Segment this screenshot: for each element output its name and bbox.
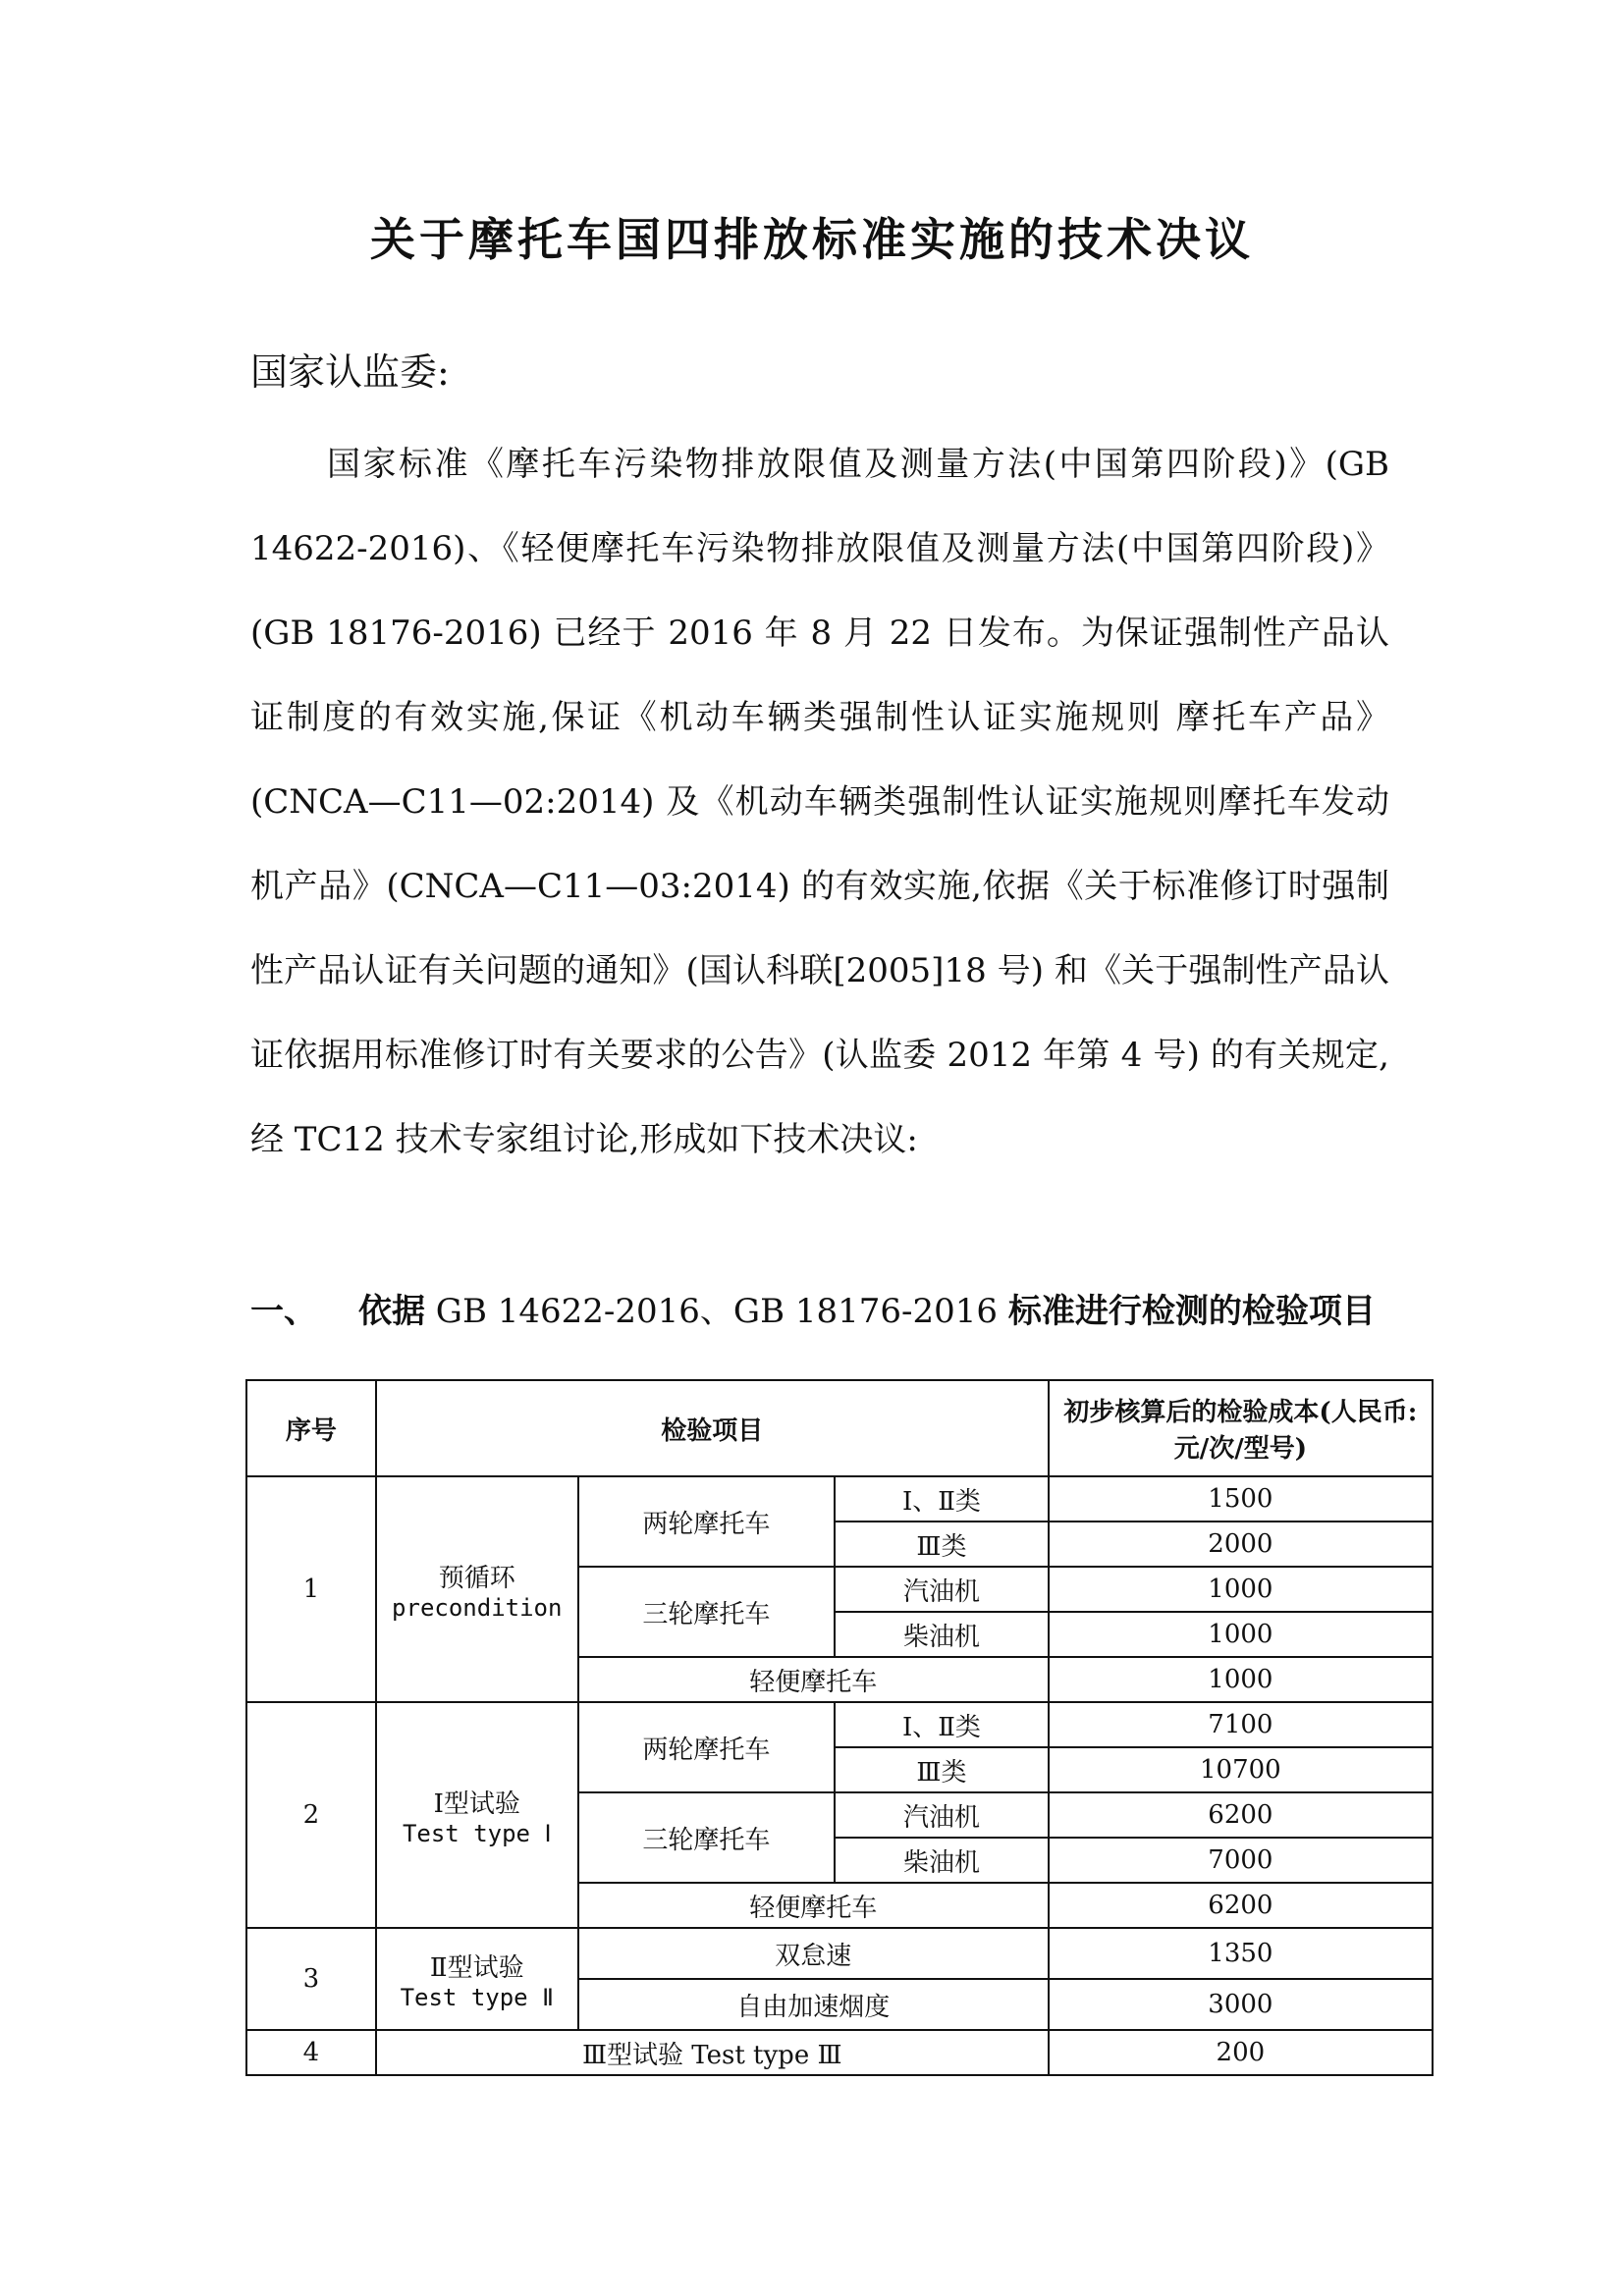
seq-cell: 2 [246, 1702, 376, 1928]
seq-cell: 1 [246, 1476, 376, 1702]
cost-cell: 1350 [1049, 1928, 1433, 1979]
salutation: 国家认监委: [250, 350, 450, 394]
vehicle-type-cell: 三轮摩托车 [578, 1792, 835, 1883]
test-name-en: Test type Ⅰ [402, 1819, 552, 1847]
engine-cell: 柴油机 [835, 1612, 1049, 1657]
cost-cell: 6200 [1049, 1883, 1433, 1928]
header-item: 检验项目 [376, 1380, 1049, 1476]
test-name-cn: 预循环 [438, 1563, 515, 1593]
vehicle-type-cell: 轻便摩托车 [578, 1657, 1049, 1702]
vehicle-type-cell: 三轮摩托车 [578, 1567, 835, 1657]
cost-cell: 2000 [1049, 1522, 1433, 1567]
section-heading [250, 1284, 1376, 1332]
body-paragraph: 国家标准《摩托车污染物排放限值及测量方法(中国第四阶段)》(GB 14622-2016)、《轻便摩托车污染物排放限值及测量方法(中国第四阶段)》(GB 18176-2016) 已经于 2016 年 8 月 22 日发布。为保证强制性产品认证制度的有效实施,保证《机动车辆类强制性认证实施规则 摩托车产品》(CNCA—C11—02:2014) 及《机动车辆类强制性认证实施规则摩托车发动机产品》(CNCA—C11—03:2014) 的有效实施,依据《关于标准修订时强制性产品认证有关问题的通知》(国认科联[2005]18 号) 和《关于强制性产品认证依据用标准修订时有关要求的公告》(认监委 2012 年第 4 号) 的有关规定,经 TC12 技术专家组讨论,形成如下技术决议: [250, 445, 1389, 1159]
cost-cell: 6200 [1049, 1792, 1433, 1838]
seq-cell: 4 [246, 2030, 376, 2075]
table-row [246, 1928, 1433, 1979]
vehicle-type-cell: 两轮摩托车 [578, 1476, 835, 1567]
cost-cell: 1500 [1049, 1476, 1433, 1522]
test-name-cell [376, 1928, 578, 2030]
class-cell: Ⅰ、Ⅱ类 [835, 1702, 1049, 1747]
section-number: 一、 [250, 1292, 317, 1331]
item-cell: 双怠速 [578, 1928, 1049, 1979]
document-title: 关于摩托车国四排放标准实施的技术决议 [370, 213, 1254, 266]
table-row [246, 1702, 1433, 1747]
vehicle-type-cell: 两轮摩托车 [578, 1702, 835, 1792]
item-cell: 自由加速烟度 [578, 1979, 1049, 2030]
class-cell: Ⅰ、Ⅱ类 [835, 1476, 1049, 1522]
table-row [246, 1476, 1433, 1522]
engine-cell: 汽油机 [835, 1792, 1049, 1838]
test-name-cn: Ⅱ型试验 [429, 1952, 524, 1983]
cost-cell: 1000 [1049, 1567, 1433, 1612]
cost-cell: 1000 [1049, 1657, 1433, 1702]
item-cell: Ⅲ型试验 Test type Ⅲ [376, 2030, 1049, 2075]
cost-cell: 10700 [1049, 1747, 1433, 1792]
engine-cell: 柴油机 [835, 1838, 1049, 1883]
test-name-cell [376, 1702, 578, 1928]
class-cell: Ⅲ类 [835, 1522, 1049, 1567]
inspection-cost-table [245, 1379, 1434, 2076]
vehicle-type-cell: 轻便摩托车 [578, 1883, 1049, 1928]
cost-cell: 7100 [1049, 1702, 1433, 1747]
table-header-row [246, 1380, 1433, 1476]
test-name-en: Test type Ⅱ [400, 1983, 554, 2011]
class-cell: Ⅲ类 [835, 1747, 1049, 1792]
section-standards: GB 14622-2016、GB 18176-2016 [425, 1292, 1008, 1331]
cost-cell: 7000 [1049, 1838, 1433, 1883]
header-cost: 初步核算后的检验成本(人民币:元/次/型号) [1049, 1380, 1433, 1476]
test-name-cell [376, 1476, 578, 1702]
section-lead: 依据 [358, 1292, 425, 1331]
table-row [246, 2030, 1433, 2075]
test-name-en: precondition [392, 1593, 563, 1622]
section-tail: 标准进行检测的检验项目 [1007, 1292, 1376, 1331]
cost-cell: 1000 [1049, 1612, 1433, 1657]
engine-cell: 汽油机 [835, 1567, 1049, 1612]
seq-cell: 3 [246, 1928, 376, 2030]
cost-cell: 200 [1049, 2030, 1433, 2075]
header-seq: 序号 [246, 1380, 376, 1476]
test-name-cn: Ⅰ型试验 [433, 1789, 520, 1819]
cost-cell: 3000 [1049, 1979, 1433, 2030]
